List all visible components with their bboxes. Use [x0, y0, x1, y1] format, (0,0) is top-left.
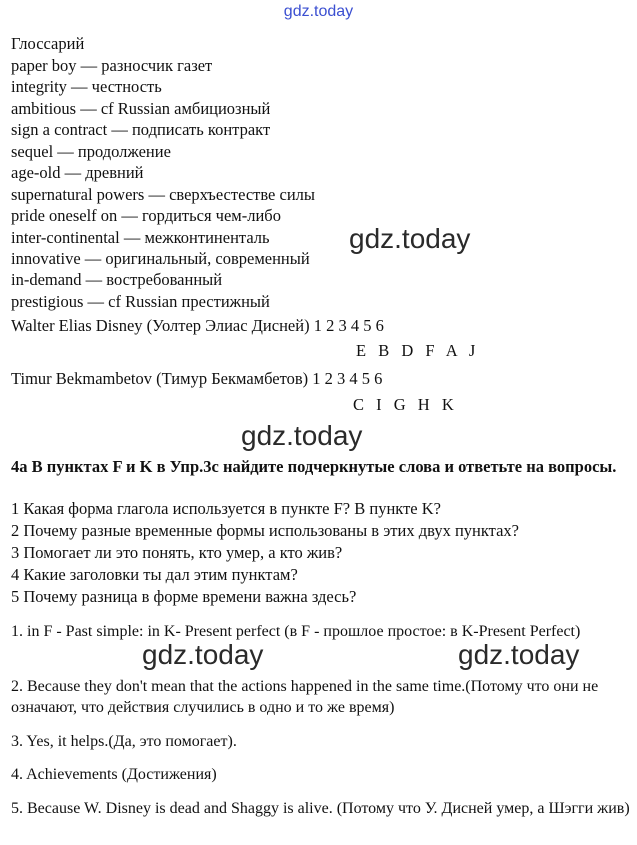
glossary-entry: inter-continental — межконтиненталь — [11, 228, 270, 247]
glossary-entry: sign a contract — подписать контракт — [11, 120, 271, 139]
glossary-entry: prestigious — cf Russian престижный — [11, 292, 270, 311]
glossary-entry: supernatural powers — сверхъестестве силы — [11, 185, 315, 204]
glossary-entry: integrity — честность — [11, 77, 162, 96]
watermark: gdz.today — [458, 639, 580, 670]
task-question: 5 Почему разница в форме времени важна здесь? — [11, 587, 357, 606]
glossary-entry: pride oneself on — гордиться чем-либо — [11, 206, 281, 225]
answer: 5. Because W. Disney is dead and Shaggy is alive. (Потому что У. Дисней умер, а Шэгги жив) — [11, 800, 630, 817]
glossary-title: Глоссарий — [11, 34, 85, 53]
task-heading: 4a В пунктах F и K в Упр.3c найдите подчеркнутые слова и ответьте на вопросы. — [11, 457, 617, 476]
glossary-entry: in-demand — востребованный — [11, 270, 223, 289]
watermark: gdz.today — [349, 223, 471, 254]
glossary-entry: innovative — оригинальный, современный — [11, 249, 310, 268]
answer: 4. Achievements (Достижения) — [11, 766, 217, 783]
task-question: 4 Какие заголовки ты дал этим пунктам? — [11, 565, 298, 584]
matching-codes: E B D F A J — [356, 341, 480, 360]
glossary-entry: ambitious — cf Russian амбициозный — [11, 99, 271, 118]
answer: 1. in F - Past simple: in K- Present perfect (в F - прошлое простое: в K-Present Perfect) — [11, 623, 581, 640]
matching-label: Timur Bekmambetov (Тимур Бекмамбетов) 1 2 3 4 5 6 — [11, 369, 383, 388]
matching-codes: C I G H K — [353, 395, 458, 414]
watermark-top: gdz.today — [283, 3, 354, 20]
glossary-entry: sequel — продолжение — [11, 142, 171, 161]
answer: 3. Yes, it helps.(Да, это помогает). — [11, 733, 237, 750]
watermark: gdz.today — [241, 420, 363, 451]
answer: 2. Because they don't mean that the actions happened in the same time.(Потому что они не означают, что действия случились в одно и то же время) — [11, 678, 599, 716]
glossary-entry: age-old — древний — [11, 163, 144, 182]
watermark: gdz.today — [142, 639, 264, 670]
glossary-entry: paper boy — разносчик газет — [11, 56, 213, 75]
task-question: 1 Какая форма глагола используется в пункте F? В пункте K? — [11, 499, 441, 518]
matching-label: Walter Elias Disney (Уолтер Элиас Дисней) 1 2 3 4 5 6 — [11, 316, 384, 335]
task-question: 2 Почему разные временные формы использованы в этих двух пунктах? — [11, 521, 519, 540]
task-question: 3 Помогает ли это понять, кто умер, а кто жив? — [11, 543, 343, 562]
